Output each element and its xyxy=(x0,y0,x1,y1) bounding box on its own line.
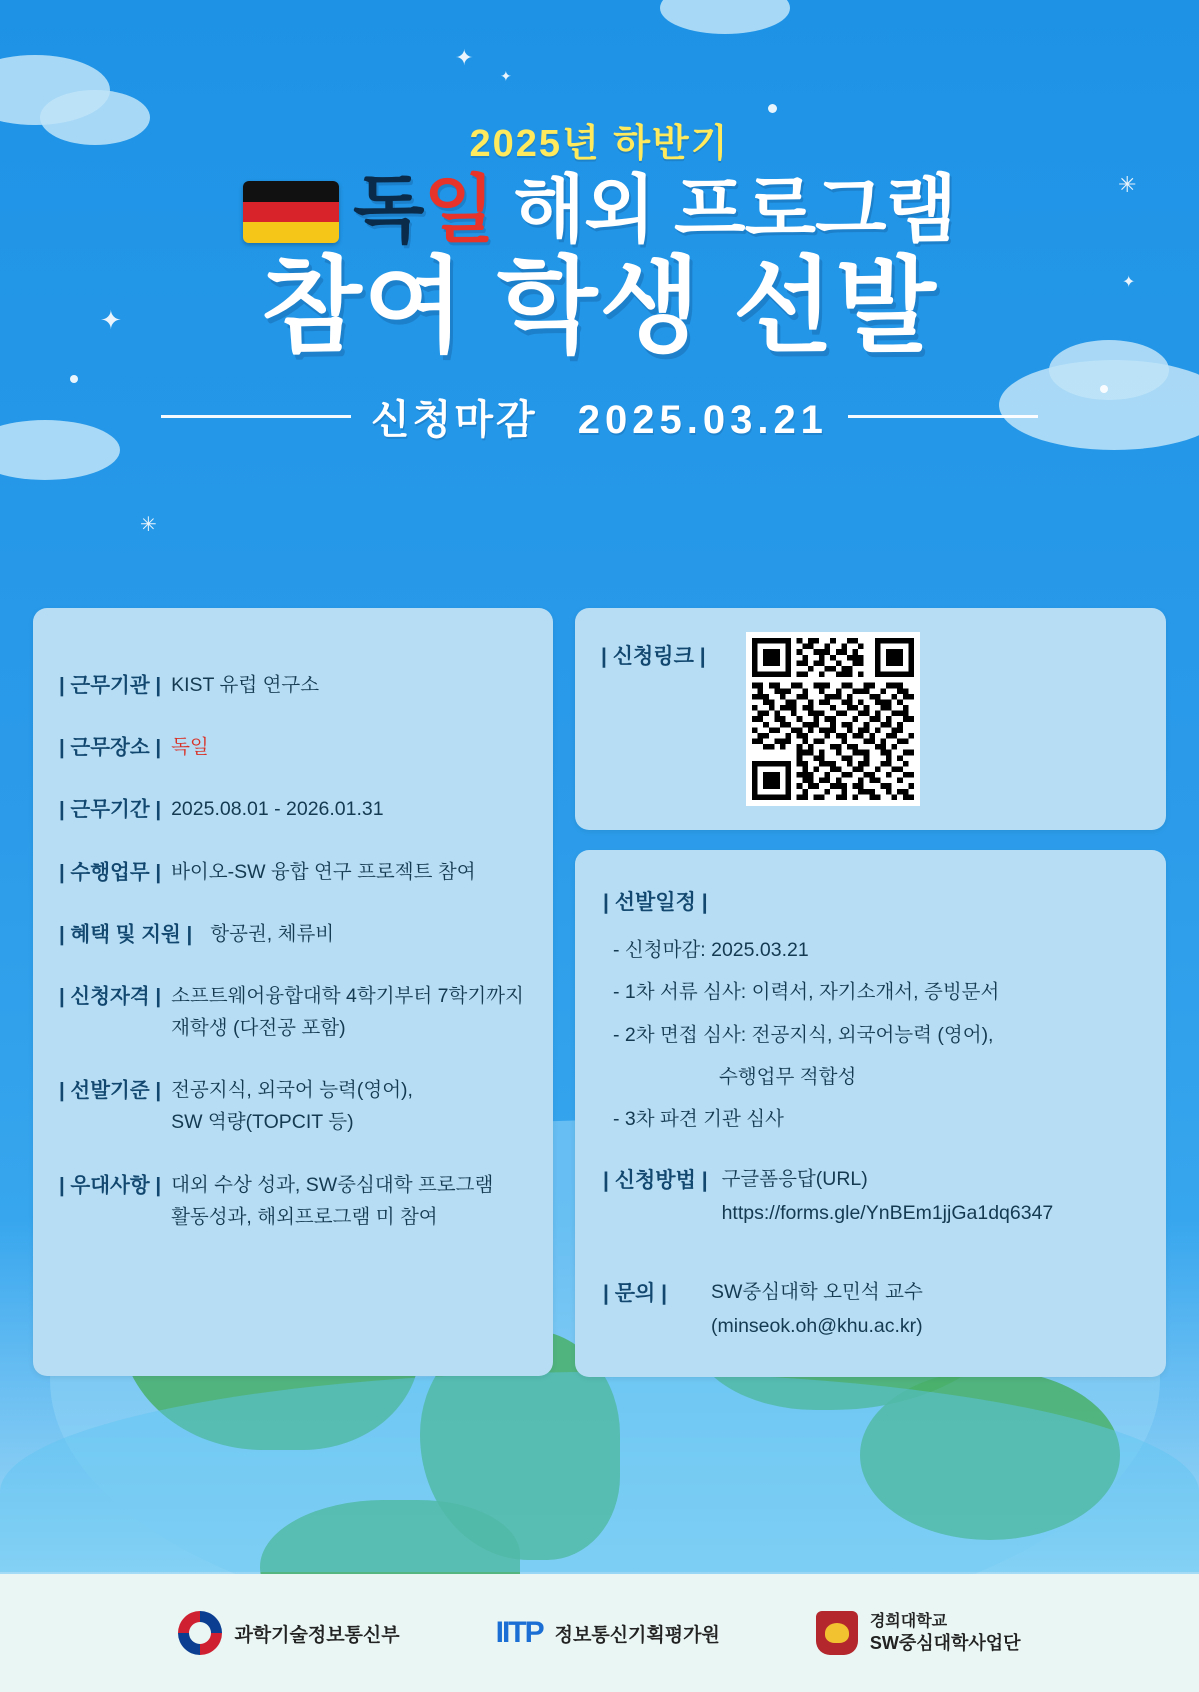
info-value: 바이오-SW 융합 연구 프로젝트 참여 xyxy=(171,860,476,883)
apply-link-card xyxy=(575,608,1166,830)
schedule-title: | 선발일정 | xyxy=(603,891,708,914)
info-label: | 혜택 및 지원 | xyxy=(59,922,193,946)
schedule-item: - 2차 면접 심사: 전공지식, 외국어능력 (영어), xyxy=(613,1023,994,1046)
info-value-line1: 소프트웨어융합대학 4학기부터 7학기까지 xyxy=(171,984,524,1007)
info-value xyxy=(171,1073,413,1138)
contact-row xyxy=(603,1275,1138,1343)
apply-method-value xyxy=(722,1162,1054,1230)
khu-program-name: SW중심대학사업단 xyxy=(869,1632,1021,1653)
sparkle-icon: ✦ xyxy=(500,68,512,84)
logo-msit xyxy=(178,1611,399,1655)
info-value-line2: SW 역량(TOPCIT 등) xyxy=(171,1111,354,1134)
contact-label: | 문의 | xyxy=(603,1281,667,1305)
selection-schedule-card xyxy=(575,850,1166,1377)
info-value: 2025.08.01 - 2026.01.31 xyxy=(171,798,384,821)
divider-left xyxy=(161,415,351,418)
deadline-label: 신청마감 xyxy=(371,398,538,443)
info-label: | 선발기준 | xyxy=(59,1079,162,1103)
german-flag-icon xyxy=(243,181,339,243)
deadline-row xyxy=(0,388,1199,445)
contact-email[interactable]: (minseok.oh@khu.ac.kr) xyxy=(711,1314,923,1337)
info-row xyxy=(59,917,527,950)
info-label: | 신청자격 | xyxy=(59,984,162,1008)
deadline-text xyxy=(371,388,828,445)
info-row xyxy=(59,1168,527,1233)
content-cards xyxy=(33,608,1166,1377)
sparkle-icon: ✳ xyxy=(140,514,157,536)
sparkle-icon: ✳ xyxy=(1118,172,1137,197)
apply-form-url[interactable]: https://forms.gle/YnBEm1jjGa1dq6347 xyxy=(721,1202,1054,1225)
info-row xyxy=(59,855,527,888)
info-value: 독일 xyxy=(171,736,209,759)
logo-iitp xyxy=(496,1616,720,1650)
schedule-item: - 1차 서류 심사: 이력서, 자기소개서, 증빙문서 xyxy=(613,981,1000,1004)
info-value xyxy=(171,1168,493,1233)
info-row xyxy=(59,1073,527,1138)
kicker-text: 2025년 하반기 xyxy=(469,123,730,165)
info-label: | 수행업무 | xyxy=(59,860,162,884)
info-label: | 우대사항 | xyxy=(59,1173,162,1197)
contact-value xyxy=(711,1275,923,1343)
apply-method-label: | 신청방법 | xyxy=(603,1169,708,1193)
qr-code-icon[interactable] xyxy=(746,632,920,806)
logo-khu xyxy=(816,1611,1021,1655)
contact-name: SW중심대학 오민석 교수 xyxy=(711,1280,923,1303)
schedule-item: - 신청마감: 2025.03.21 xyxy=(613,939,809,961)
info-value-line2: 재학생 (다전공 포함) xyxy=(171,1017,346,1040)
apply-method-line1: 구글폼응답(URL) xyxy=(721,1168,868,1191)
info-row xyxy=(59,730,527,763)
korea-government-emblem-icon xyxy=(178,1611,222,1655)
cloud-decoration xyxy=(660,0,790,34)
info-value: KIST 유럽 연구소 xyxy=(171,674,320,696)
schedule-item: - 3차 파견 기관 심사 xyxy=(613,1108,784,1130)
divider-right xyxy=(848,415,1038,418)
info-row xyxy=(59,792,527,825)
logo-label: 정보통신기획평가원 xyxy=(554,1624,720,1646)
info-value: 항공권, 체류비 xyxy=(210,922,335,945)
right-column xyxy=(575,608,1166,1377)
schedule-item: 수행업무 적합성 xyxy=(719,1065,857,1088)
title-il: 일 xyxy=(423,168,494,251)
title-line-1-text xyxy=(353,168,956,251)
job-info-card xyxy=(33,608,553,1376)
info-value xyxy=(171,979,524,1044)
apply-method-row xyxy=(603,1162,1138,1230)
title-dok: 독 xyxy=(353,168,424,251)
khu-crest-icon xyxy=(816,1611,858,1655)
title-line-2: 참여 학생 선발 xyxy=(261,249,938,365)
logo-label: 과학기술정보통신부 xyxy=(234,1624,400,1646)
deadline-date: 2025.03.21 xyxy=(577,398,828,443)
sparkle-icon: ✦ xyxy=(455,45,474,70)
sparkle-icon: ✦ xyxy=(100,305,122,335)
khu-university-name: 경희대학교 xyxy=(869,1612,948,1630)
poster-headline xyxy=(0,112,1199,445)
sparkle-icon: ✦ xyxy=(1122,274,1136,291)
info-label: | 근무기관 | xyxy=(59,674,162,697)
title-program: 해외 프로그램 xyxy=(513,168,956,251)
title-line-1 xyxy=(0,168,1199,251)
info-value-line1: 대외 수상 성과, SW중심대학 프로그램 xyxy=(171,1173,494,1196)
khu-label xyxy=(870,1612,1021,1655)
info-label: | 근무기간 | xyxy=(59,798,162,822)
info-label: | 근무장소 | xyxy=(59,736,162,760)
iitp-logo-icon: IITP xyxy=(495,1616,543,1649)
info-row xyxy=(59,979,527,1044)
info-value-line2: 활동성과, 해외프로그램 미 참여 xyxy=(171,1205,438,1228)
apply-link-label: | 신청링크 | xyxy=(601,645,706,668)
info-row xyxy=(59,668,527,701)
info-value-line1: 전공지식, 외국어 능력(영어), xyxy=(171,1079,413,1102)
sponsor-footer xyxy=(0,1574,1199,1692)
